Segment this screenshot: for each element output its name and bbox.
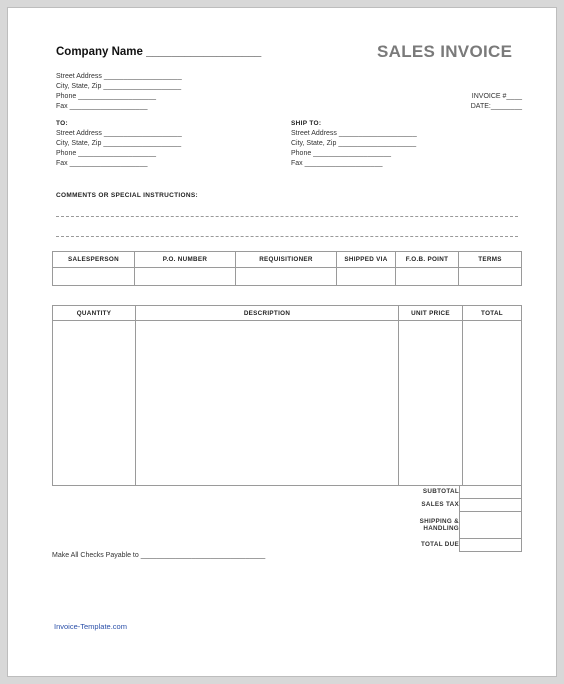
quantity-cell[interactable] [53, 321, 136, 486]
order-header: SALESPERSON [53, 252, 135, 268]
address-line: Fax ____________________ [56, 103, 148, 110]
address-line: Phone ____________________ [56, 93, 157, 100]
order-cell[interactable] [53, 268, 135, 286]
address-line: City, State, Zip ____________________ [56, 83, 182, 90]
items-header: UNIT PRICE [399, 306, 463, 321]
subtotal-value[interactable] [460, 485, 522, 498]
total-due-label: TOTAL DUE [420, 541, 459, 549]
ship-to-block [291, 119, 417, 169]
total-cell[interactable] [463, 321, 522, 486]
to-line: Phone ____________________ [56, 150, 157, 157]
invoice-date: DATE:________ [470, 103, 522, 110]
order-header: SHIPPED VIA [337, 252, 396, 268]
invoice-page [7, 7, 557, 677]
shipping-value[interactable] [460, 512, 522, 539]
comments-line [56, 216, 518, 217]
invoice-meta [471, 92, 522, 112]
order-cell[interactable] [337, 268, 396, 286]
to-line: Fax ____________________ [56, 160, 148, 167]
order-header: REQUISITIONER [236, 252, 337, 268]
checks-payable: Make All Checks Payable to ________________________________ [52, 552, 266, 559]
ship-to-line: Street Address ____________________ [291, 130, 417, 137]
to-line: Street Address ____________________ [56, 130, 182, 137]
totals-table [415, 485, 522, 552]
unit-price-cell[interactable] [399, 321, 463, 486]
address-line: Street Address ____________________ [56, 73, 182, 80]
sales-tax-value[interactable] [460, 498, 522, 511]
items-header: TOTAL [463, 306, 522, 321]
ship-to-heading: SHIP TO: [291, 120, 322, 127]
comments-line [56, 236, 518, 237]
shipping-label: SHIPPING & HANDLING [419, 517, 459, 532]
sales-tax-label: SALES TAX [421, 501, 459, 509]
order-cell[interactable] [396, 268, 459, 286]
items-header: DESCRIPTION [136, 306, 399, 321]
subtotal-label: SUBTOTAL [415, 485, 460, 498]
ship-to-line: Phone ____________________ [291, 150, 392, 157]
footer-link[interactable]: Invoice-Template.com [54, 622, 127, 631]
company-address [56, 72, 182, 112]
total-due-value[interactable] [460, 538, 522, 551]
to-heading: TO: [56, 120, 68, 127]
order-header: P.O. NUMBER [135, 252, 236, 268]
comments-heading: COMMENTS OR SPECIAL INSTRUCTIONS: [56, 192, 198, 199]
items-header: QUANTITY [53, 306, 136, 321]
ship-to-line: Fax ____________________ [291, 160, 383, 167]
order-cell[interactable] [459, 268, 522, 286]
company-name: Company Name __________________ [56, 46, 262, 58]
to-block [56, 119, 182, 169]
order-header: F.O.B. POINT [396, 252, 459, 268]
order-header: TERMS [459, 252, 522, 268]
items-table [52, 305, 522, 486]
description-cell[interactable] [136, 321, 399, 486]
invoice-number: INVOICE #____ [471, 93, 522, 100]
invoice-title: SALES INVOICE [377, 42, 513, 61]
to-line: City, State, Zip ____________________ [56, 140, 182, 147]
ship-to-line: City, State, Zip ____________________ [291, 140, 417, 147]
order-table [52, 251, 522, 286]
order-cell[interactable] [236, 268, 337, 286]
order-cell[interactable] [135, 268, 236, 286]
